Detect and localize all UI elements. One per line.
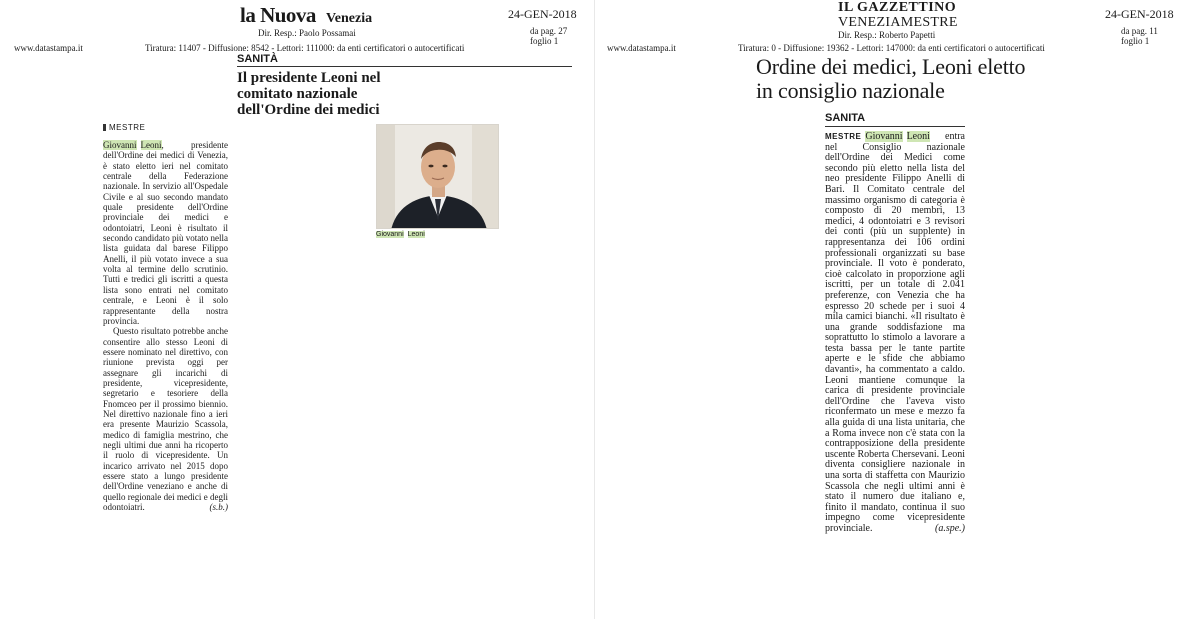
clipping-date: 24-GEN-2018 bbox=[1105, 7, 1174, 21]
dateline-marker bbox=[103, 124, 106, 131]
logo-city: Venezia bbox=[325, 11, 373, 26]
paragraph-2 bbox=[103, 326, 228, 512]
paragraph-1 bbox=[103, 140, 228, 326]
highlight-last-name: Leoni bbox=[906, 131, 930, 142]
clipping-la-nuova bbox=[0, 0, 590, 619]
newspaper-logo bbox=[240, 3, 372, 28]
article-dateline bbox=[103, 123, 145, 132]
logo-title: IL GAZZETTINO bbox=[838, 0, 957, 15]
paragraph-1-text: , presidente dell'Ordine dei medici di Venezia, è stato eletto ieri nel comitato centrale della Federazione nazionale. In servizio all'Ospedale Civile e al suo secondo mandato quale presidente dell'Ordine provinciale dei medici e odontoiatri, Leoni è risultato il secondo candidato più votato nella lista guidata dal barese Filippo Anelli, il più votato invece a sua volta al termine dello scrutinio. Tutti e tredici gli iscritti a questa lista sono entrati nel comitato centrale, e Leoni è il solo rappresentante della nostra provincia. bbox=[103, 140, 228, 326]
circulation-line: Tiratura: 11407 - Diffusione: 8542 - Lettori: 111000: da enti certificatori o autocertificati bbox=[145, 43, 465, 53]
circulation-line: Tiratura: 0 - Diffusione: 19362 - Lettori: 147000: da enti certificatori o autocertificati bbox=[738, 43, 1045, 53]
page-reference-page: da pag. 11 bbox=[1121, 26, 1158, 36]
article-headline: Il presidente Leoni nel comitato nazionale dell'Ordine dei medici bbox=[237, 70, 381, 118]
section-label: SANITÀ bbox=[237, 53, 278, 65]
source-site: www.datastampa.it bbox=[607, 43, 676, 53]
dateline-text: MESTRE bbox=[109, 123, 146, 132]
highlight-last-name: Leoni bbox=[140, 140, 162, 150]
director-line: Dir. Resp.: Roberto Papetti bbox=[838, 30, 936, 40]
highlight-first-name: Giovanni bbox=[103, 140, 137, 150]
highlight-first-name: Giovanni bbox=[865, 131, 903, 142]
page-reference-sheet: foglio 1 bbox=[530, 36, 559, 46]
page-reference bbox=[1121, 26, 1158, 46]
portrait-illustration bbox=[377, 125, 499, 229]
paragraph-2-text: Questo risultato potrebbe anche consentire allo stesso Leoni di essere nominato nel direttivo, con riunione prevista oggi per assegnare gli incarichi di presidente, vicepresidente, segretario e tesoriere della Fnomceo per il prossimo biennio. Nel direttivo nazionale fino a ieri era presente Maurizio Scassola, medico di famiglia mestrino, che negli ultimi due anni ha ricoperto il ruolo di vicepresidente. Un incarico arrivato nel 2015 dopo essere stato a lungo presidente dell'Ordine veneziano e anche di quello regionale dei medici e degli odontoiatri. bbox=[103, 326, 228, 513]
article-headline: Ordine dei medici, Leoni eletto in consiglio nazionale bbox=[756, 54, 1026, 103]
page-divider bbox=[594, 0, 595, 619]
paragraph-1-text: entra nel Consiglio nazionale dell'Ordine dei Medici come secondo più eletto nella lista del neo presidente Filippo Anelli di Bari. Il Comitato centrale del massimo organismo di categoria è composto di 20 membri, 13 medici, 4 odontoiatri e 3 revisori dei conti (più un supplente) in rappresentanza dei 106 ordini professionali organizzati su base provinciale. Il voto è ponderato, cioè calcolato in proporzione agli iscritti, per un totale di 2.041 preferenze, con Venezia che ha espresso 20 schede per i suoi 4 mila camici bianchi. «Il risultato è una grande soddisfazione ma soprattutto lo stimolo a lavorare a testa bassa per le tante partite aperte e le sfide che abbiamo davanti», ha commentato a caldo. Leoni mantiene comunque la carica di presidente provinciale dell'Ordine che l'aveva visto riconfermato un mese e mezzo fa alla guida di una lista unitaria, che a Roma invece non c'è stata con la contrapposizione della presidente uscente Roberta Chersevani. Leoni diventa consigliere nazionale in una sorta di staffetta con Maurizio Scassola che negli ultimi anni è stato il numero due italiano e, finito il mandato, continua il suo impegno come vicepresidente provinciale. bbox=[825, 131, 965, 534]
section-rule bbox=[825, 126, 965, 127]
article-signature: (s.b.) bbox=[209, 502, 228, 513]
article-signature: (a.spe.) bbox=[935, 522, 965, 534]
page-reference-page: da pag. 27 bbox=[530, 26, 568, 36]
clipping-gazzettino bbox=[600, 0, 1200, 619]
logo-edition: VENEZIAMESTRE bbox=[838, 15, 958, 30]
article-dateline: MESTRE bbox=[825, 132, 862, 141]
photo-caption bbox=[376, 231, 425, 238]
section-label: SANITA bbox=[825, 112, 866, 124]
article-body bbox=[825, 132, 965, 535]
article-body bbox=[103, 140, 228, 512]
director-line: Dir. Resp.: Paolo Possamai bbox=[258, 28, 356, 38]
portrait-photo bbox=[376, 124, 499, 229]
newspaper-logo bbox=[838, 0, 958, 30]
section-rule bbox=[237, 66, 572, 67]
page-reference-sheet: foglio 1 bbox=[1121, 36, 1150, 46]
source-site: www.datastampa.it bbox=[14, 43, 83, 53]
caption-last-name: Leoni bbox=[407, 231, 425, 238]
paragraph-1 bbox=[825, 132, 965, 535]
logo-title: la Nuova bbox=[240, 3, 316, 27]
page-reference bbox=[530, 26, 567, 46]
clipping-date: 24-GEN-2018 bbox=[508, 7, 577, 21]
caption-first-name: Giovanni bbox=[376, 231, 404, 238]
